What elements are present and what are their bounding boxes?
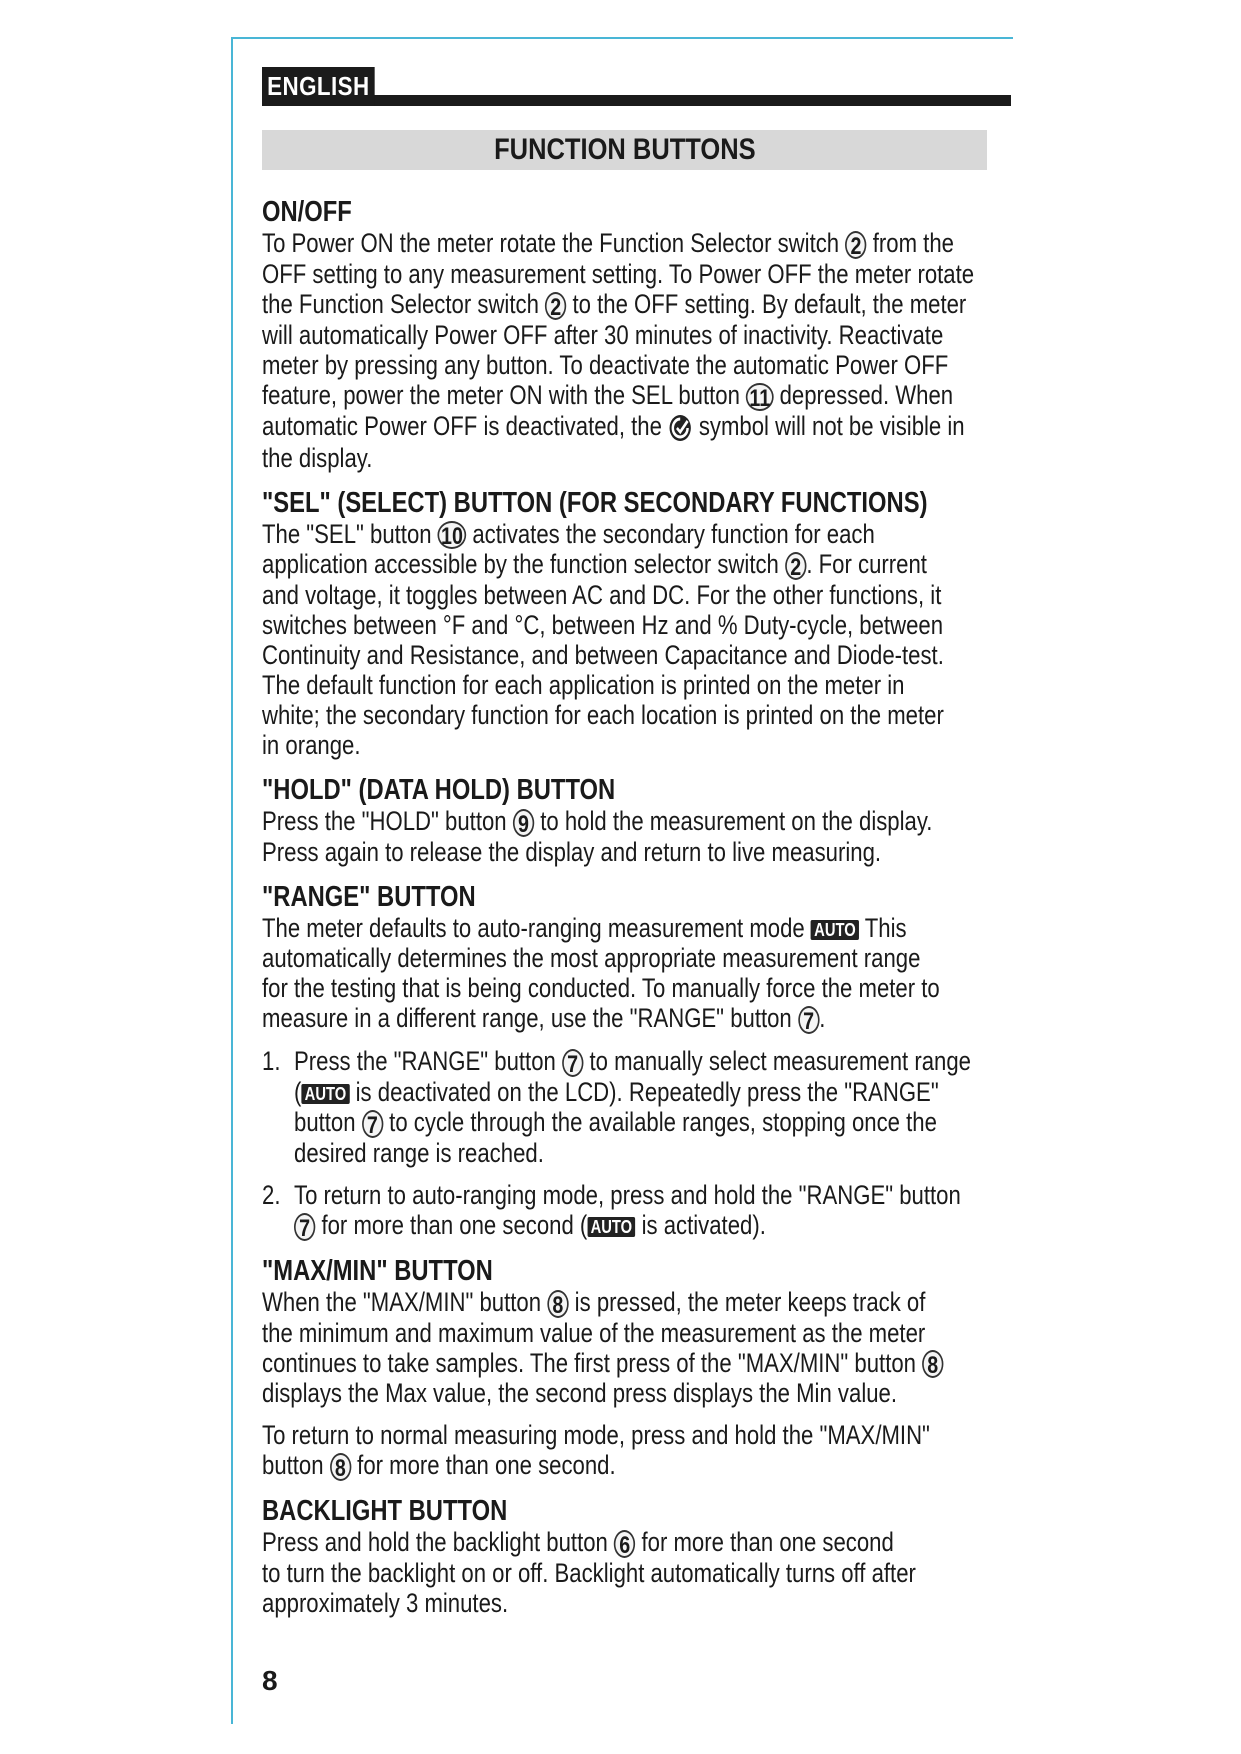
text-line: for the testing that is being conducted. To manually force the meter to bbox=[262, 973, 940, 1004]
range-heading: "RANGE" BUTTON bbox=[262, 881, 476, 914]
callout-7: 7 bbox=[362, 1110, 383, 1138]
auto-badge: AUTO bbox=[301, 1084, 349, 1104]
text-line: in orange. bbox=[262, 730, 361, 761]
callout-7: 7 bbox=[798, 1006, 819, 1034]
language-tab: ENGLISH bbox=[262, 67, 375, 106]
sel-section bbox=[262, 487, 1022, 761]
callout-8: 8 bbox=[922, 1350, 943, 1378]
text-line: To return to normal measuring mode, press and hold the "MAX/MIN" bbox=[262, 1420, 930, 1451]
onoff-section bbox=[262, 196, 1022, 473]
text-line: OFF setting to any measurement setting. To Power OFF the meter rotate bbox=[262, 258, 975, 289]
callout-2: 2 bbox=[785, 552, 806, 580]
text-line: When the "MAX/MIN" button 8 is pressed, the meter keeps track of bbox=[262, 1286, 926, 1319]
text-line: desired range is reached. bbox=[294, 1137, 544, 1168]
text-line: meter by pressing any button. To deactivate the automatic Power OFF bbox=[262, 349, 949, 380]
text-line: displays the Max value, the second press displays the Min value. bbox=[262, 1378, 898, 1409]
callout-10: 10 bbox=[438, 521, 466, 549]
maxmin-section bbox=[262, 1255, 1022, 1482]
callout-11: 11 bbox=[746, 383, 773, 411]
callout-6: 6 bbox=[614, 1530, 635, 1558]
text-line: switches between °F and °C, between Hz and % Duty-cycle, between bbox=[262, 610, 944, 641]
callout-2: 2 bbox=[845, 231, 866, 259]
list-item bbox=[262, 1180, 1022, 1241]
text-line: To Power ON the meter rotate the Function Selector switch 2 from the bbox=[262, 228, 954, 260]
text-line: automatic Power OFF is deactivated, the symbol will not be visible in bbox=[262, 410, 965, 441]
section-title-bar bbox=[262, 130, 987, 170]
content bbox=[262, 196, 1022, 1632]
text-line: button 7 to cycle through the available ranges, stopping once the bbox=[294, 1106, 937, 1139]
text-line: application accessible by the function selector switch 2 . For current bbox=[262, 549, 927, 582]
text-line: Press the "RANGE" button 7 to manually select measurement range bbox=[294, 1046, 971, 1078]
callout-2: 2 bbox=[545, 292, 566, 320]
text-line: white; the secondary function for each location is printed on the meter bbox=[262, 700, 944, 731]
page-title: FUNCTION BUTTONS bbox=[493, 133, 756, 166]
text-line: Continuity and Resistance, and between Capacitance and Diode-test. bbox=[262, 640, 944, 671]
backlight-section bbox=[262, 1495, 1022, 1618]
text-line: automatically determines the most appropriate measurement range bbox=[262, 943, 921, 974]
list-item bbox=[262, 1046, 1022, 1168]
text-line: button 8 for more than one second. bbox=[262, 1450, 616, 1483]
range-section bbox=[262, 881, 1022, 1241]
text-line: and voltage, it toggles between AC and DC. For the other functions, it bbox=[262, 580, 942, 611]
callout-9: 9 bbox=[513, 809, 534, 837]
hold-section bbox=[262, 774, 1022, 867]
list-number: 2. bbox=[262, 1179, 281, 1210]
auto-badge: AUTO bbox=[587, 1217, 635, 1237]
auto-badge: AUTO bbox=[811, 920, 859, 940]
callout-8: 8 bbox=[547, 1290, 568, 1318]
text-line: The default function for each application is printed on the meter in bbox=[262, 670, 905, 701]
text-line: the minimum and maximum value of the measurement as the meter bbox=[262, 1317, 926, 1348]
list-number: 1. bbox=[262, 1046, 281, 1076]
text-line: will automatically Power OFF after 30 minutes of inactivity. Reactivate bbox=[262, 319, 944, 350]
hold-heading: "HOLD" (DATA HOLD) BUTTON bbox=[262, 774, 616, 807]
text-line: The meter defaults to auto-ranging measurement mode AUTO This bbox=[262, 913, 907, 944]
text-line: ( AUTO is deactivated on the LCD). Repeatedly press the "RANGE" bbox=[294, 1076, 939, 1107]
text-line: the display. bbox=[262, 442, 373, 473]
backlight-heading: BACKLIGHT BUTTON bbox=[262, 1495, 508, 1528]
text-line: Press again to release the display and return to live measuring. bbox=[262, 837, 882, 868]
text-line: To return to auto-ranging mode, press and hold the "RANGE" button bbox=[294, 1179, 961, 1210]
sel-heading: "SEL" (SELECT) BUTTON (FOR SECONDARY FUNCTIONS) bbox=[262, 486, 928, 519]
onoff-heading: ON/OFF bbox=[262, 196, 352, 228]
text-line: Press and hold the backlight button 6 for more than one second bbox=[262, 1527, 894, 1560]
callout-8: 8 bbox=[330, 1453, 351, 1481]
text-line: Press the "HOLD" button 9 to hold the measurement on the display. bbox=[262, 806, 933, 839]
page-number: 8 bbox=[262, 1665, 278, 1696]
text-line: to turn the backlight on or off. Backlight automatically turns off after bbox=[262, 1558, 916, 1589]
text-line: approximately 3 minutes. bbox=[262, 1588, 509, 1619]
text-line: The "SEL" button 10 activates the secondary function for each bbox=[262, 518, 875, 551]
text-line: feature, power the meter ON with the SEL button 11 depressed. When bbox=[262, 379, 954, 412]
text-line: the Function Selector switch 2 to the OFF setting. By default, the meter bbox=[262, 288, 967, 321]
text-line: measure in a different range, use the "RANGE" button 7 . bbox=[262, 1003, 826, 1035]
maxmin-heading: "MAX/MIN" BUTTON bbox=[262, 1254, 493, 1287]
auto-power-off-icon bbox=[668, 413, 693, 443]
callout-7: 7 bbox=[562, 1049, 583, 1077]
text-line: 7 for more than one second ( AUTO is activated). bbox=[294, 1210, 961, 1241]
callout-7: 7 bbox=[294, 1213, 315, 1241]
text-line: continues to take samples. The first press of the "MAX/MIN" button 8 bbox=[262, 1348, 885, 1379]
